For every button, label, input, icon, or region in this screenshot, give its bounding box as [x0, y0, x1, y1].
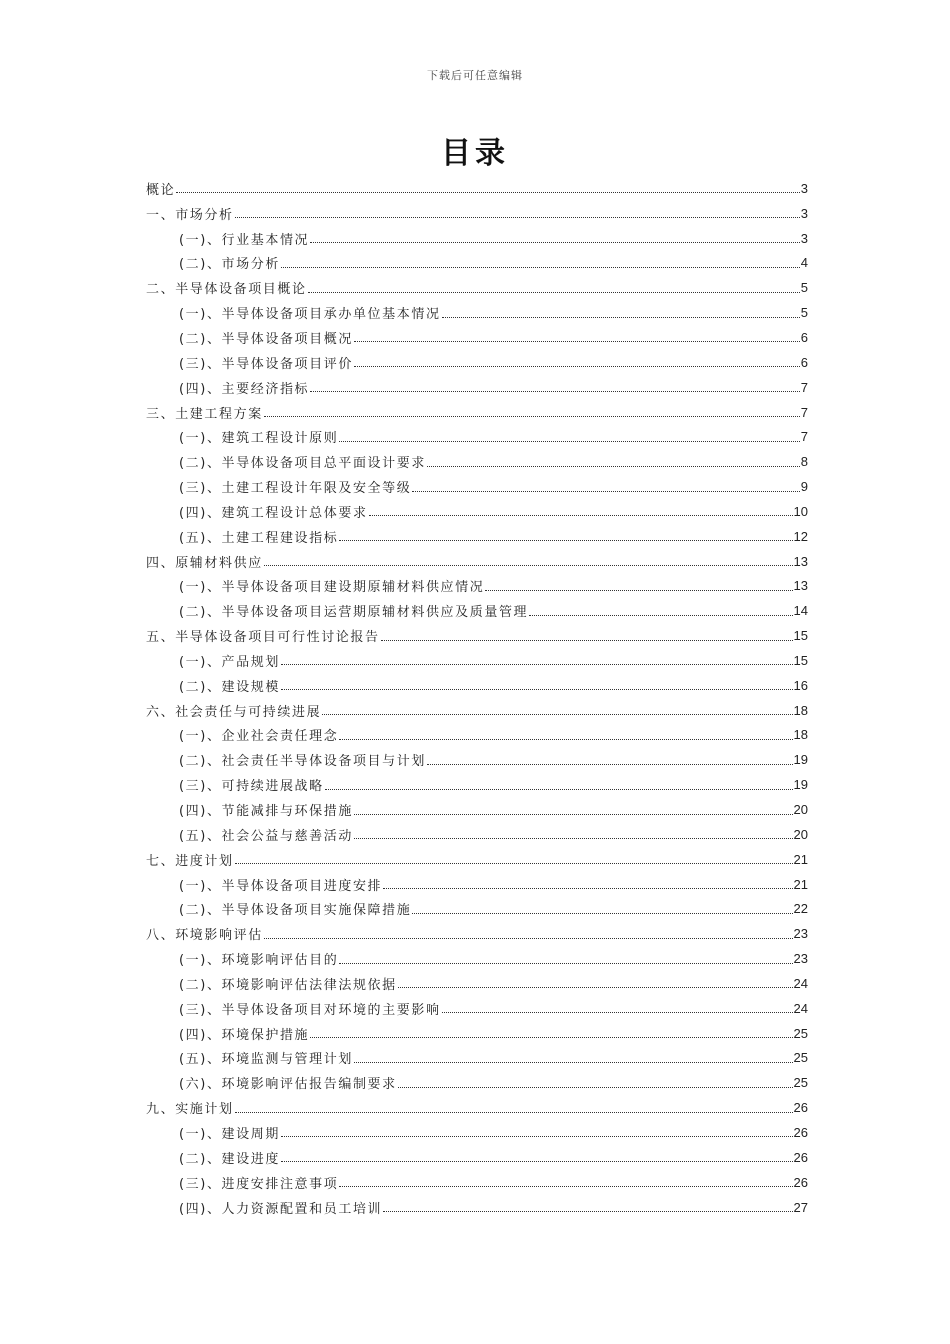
- toc-dot-leader: [442, 999, 793, 1013]
- toc-entry-label: (二)、社会责任半导体设备项目与计划: [179, 754, 426, 770]
- toc-entry[interactable]: [146, 449, 808, 474]
- toc-dot-leader: [339, 428, 799, 442]
- toc-entry-label: (四)、主要经济指标: [179, 381, 310, 397]
- toc-entry[interactable]: [146, 872, 808, 897]
- toc-entry[interactable]: [146, 673, 808, 698]
- toc-entry-page-number: 26: [793, 1174, 808, 1190]
- toc-entry-label: 五、半导体设备项目可行性讨论报告: [146, 630, 380, 646]
- toc-entry[interactable]: [146, 574, 808, 599]
- toc-entry-label: (四)、建筑工程设计总体要求: [179, 505, 368, 521]
- toc-dot-leader: [339, 726, 792, 740]
- toc-entry-label: 九、实施计划: [146, 1102, 234, 1118]
- toc-dot-leader: [235, 1099, 793, 1113]
- toc-entry[interactable]: [146, 350, 808, 375]
- toc-entry-page-number: 25: [793, 1025, 808, 1041]
- toc-entry[interactable]: [146, 424, 808, 449]
- toc-entry[interactable]: [146, 474, 808, 499]
- toc-entry[interactable]: [146, 822, 808, 847]
- toc-entry[interactable]: [146, 747, 808, 772]
- table-of-contents: [146, 176, 808, 1219]
- toc-dot-leader: [412, 478, 799, 492]
- toc-dot-leader: [354, 825, 793, 839]
- toc-entry-page-number: 6: [800, 354, 808, 370]
- toc-entry[interactable]: [146, 847, 808, 872]
- toc-entry-page-number: 24: [793, 975, 808, 991]
- toc-entry-label: (一)、企业社会责任理念: [179, 729, 339, 745]
- toc-entry-page-number: 18: [793, 702, 808, 718]
- toc-entry-label: 二、半导体设备项目概论: [146, 282, 307, 298]
- toc-entry-page-number: 23: [793, 951, 808, 967]
- toc-entry[interactable]: [146, 971, 808, 996]
- toc-entry-page-number: 25: [793, 1050, 808, 1066]
- toc-dot-leader: [412, 900, 792, 914]
- toc-entry-label: (一)、半导体设备项目建设期原辅材料供应情况: [179, 580, 485, 596]
- toc-entry-label: 七、进度计划: [146, 853, 234, 869]
- toc-dot-leader: [381, 627, 793, 641]
- toc-entry[interactable]: [146, 226, 808, 251]
- toc-dot-leader: [281, 1148, 793, 1162]
- toc-dot-leader: [354, 328, 800, 342]
- toc-entry-label: (二)、市场分析: [179, 257, 280, 273]
- toc-entry-label: 八、环境影响评估: [146, 928, 263, 944]
- toc-entry-page-number: 19: [793, 752, 808, 768]
- toc-entry[interactable]: [146, 201, 808, 226]
- toc-entry[interactable]: [146, 797, 808, 822]
- toc-entry[interactable]: [146, 921, 808, 946]
- toc-entry[interactable]: [146, 698, 808, 723]
- toc-entry[interactable]: [146, 1145, 808, 1170]
- toc-entry-label: (四)、环境保护措施: [179, 1027, 310, 1043]
- toc-entry-label: (四)、节能减排与环保措施: [179, 804, 353, 820]
- toc-entry-label: (五)、土建工程建设指标: [179, 530, 339, 546]
- toc-entry-page-number: 12: [793, 528, 808, 544]
- toc-entry-page-number: 21: [793, 876, 808, 892]
- toc-entry-label: (二)、半导体设备项目总平面设计要求: [179, 456, 426, 472]
- toc-entry-label: (二)、半导体设备项目概况: [179, 331, 353, 347]
- toc-entry-label: 四、原辅材料供应: [146, 555, 263, 571]
- page-title: 目录: [441, 136, 509, 171]
- toc-entry-label: (一)、环境影响评估目的: [179, 953, 339, 969]
- toc-entry-label: (一)、半导体设备项目进度安排: [179, 878, 383, 894]
- toc-dot-leader: [264, 403, 800, 417]
- toc-dot-leader: [354, 801, 793, 815]
- toc-entry[interactable]: [146, 176, 808, 201]
- toc-dot-leader: [281, 1123, 793, 1137]
- toc-dot-leader: [427, 751, 793, 765]
- toc-entry-label: (一)、建设周期: [179, 1126, 280, 1142]
- toc-dot-leader: [339, 950, 792, 964]
- toc-entry-label: (三)、土建工程设计年限及安全等级: [179, 481, 412, 497]
- toc-dot-leader: [427, 453, 800, 467]
- toc-entry-page-number: 7: [800, 379, 808, 395]
- toc-entry[interactable]: [146, 1070, 808, 1095]
- toc-dot-leader: [354, 353, 800, 367]
- toc-entry-label: 六、社会责任与可持续进展: [146, 704, 322, 720]
- toc-entry[interactable]: [146, 375, 808, 400]
- toc-dot-leader: [383, 1198, 792, 1212]
- toc-entry[interactable]: [146, 946, 808, 971]
- toc-dot-leader: [308, 279, 800, 293]
- toc-entry-label: 三、土建工程方案: [146, 406, 263, 422]
- toc-entry[interactable]: [146, 723, 808, 748]
- toc-dot-leader: [176, 179, 800, 193]
- toc-dot-leader: [339, 1173, 792, 1187]
- toc-dot-leader: [322, 701, 792, 715]
- toc-entry[interactable]: [146, 499, 808, 524]
- toc-entry-page-number: 13: [793, 553, 808, 569]
- toc-entry[interactable]: [146, 598, 808, 623]
- toc-entry-label: (二)、建设规模: [179, 679, 280, 695]
- toc-dot-leader: [281, 254, 800, 268]
- toc-entry-page-number: 20: [793, 826, 808, 842]
- toc-entry-page-number: 24: [793, 1000, 808, 1016]
- toc-entry-page-number: 14: [793, 603, 808, 619]
- toc-entry-page-number: 20: [793, 802, 808, 818]
- toc-dot-leader: [235, 850, 793, 864]
- toc-entry-page-number: 13: [793, 578, 808, 594]
- toc-entry-page-number: 27: [793, 1199, 808, 1215]
- toc-entry-page-number: 15: [793, 628, 808, 644]
- toc-entry[interactable]: [146, 1095, 808, 1120]
- toc-entry-label: (四)、人力资源配置和员工培训: [179, 1201, 383, 1217]
- toc-entry[interactable]: [146, 772, 808, 797]
- toc-entry-page-number: 5: [800, 280, 808, 296]
- toc-entry-page-number: 3: [800, 205, 808, 221]
- toc-dot-leader: [310, 1024, 792, 1038]
- toc-entry-page-number: 3: [800, 180, 808, 196]
- toc-dot-leader: [339, 527, 792, 541]
- toc-entry[interactable]: [146, 524, 808, 549]
- toc-entry-page-number: 22: [793, 901, 808, 917]
- toc-dot-leader: [325, 776, 793, 790]
- toc-entry-page-number: 5: [800, 305, 808, 321]
- header-note: 下载后可任意编辑: [427, 69, 523, 82]
- toc-entry[interactable]: [146, 648, 808, 673]
- toc-entry-label: (三)、可持续进展战略: [179, 779, 324, 795]
- toc-entry-page-number: 26: [793, 1149, 808, 1165]
- toc-entry-page-number: 10: [793, 503, 808, 519]
- toc-entry-page-number: 18: [793, 727, 808, 743]
- toc-entry-page-number: 4: [800, 255, 808, 271]
- toc-entry-label: (二)、半导体设备项目实施保障措施: [179, 903, 412, 919]
- toc-entry-page-number: 8: [800, 454, 808, 470]
- toc-dot-leader: [442, 304, 800, 318]
- toc-entry[interactable]: [146, 996, 808, 1021]
- toc-entry-label: (二)、环境影响评估法律法规依据: [179, 977, 397, 993]
- toc-dot-leader: [310, 229, 800, 243]
- toc-entry[interactable]: [146, 1120, 808, 1145]
- toc-entry-page-number: 6: [800, 329, 808, 345]
- toc-entry-page-number: 3: [800, 230, 808, 246]
- toc-entry[interactable]: [146, 896, 808, 921]
- toc-entry[interactable]: [146, 1021, 808, 1046]
- toc-entry-page-number: 26: [793, 1100, 808, 1116]
- toc-entry[interactable]: [146, 275, 808, 300]
- toc-entry-label: 概论: [146, 182, 176, 198]
- toc-entry-page-number: 25: [793, 1075, 808, 1091]
- toc-entry-label: (三)、半导体设备项目评价: [179, 356, 353, 372]
- toc-entry-page-number: 15: [793, 652, 808, 668]
- toc-entry-label: (一)、行业基本情况: [179, 232, 310, 248]
- toc-dot-leader: [235, 204, 800, 218]
- toc-dot-leader: [398, 1074, 793, 1088]
- toc-dot-leader: [310, 378, 800, 392]
- toc-entry[interactable]: [146, 1195, 808, 1220]
- toc-entry-page-number: 16: [793, 677, 808, 693]
- toc-dot-leader: [383, 875, 792, 889]
- toc-entry[interactable]: [146, 549, 808, 574]
- toc-dot-leader: [264, 925, 793, 939]
- toc-dot-leader: [529, 602, 792, 616]
- toc-entry-page-number: 21: [793, 851, 808, 867]
- toc-dot-leader: [281, 651, 793, 665]
- toc-dot-leader: [264, 552, 793, 566]
- toc-entry-label: (三)、进度安排注意事项: [179, 1176, 339, 1192]
- toc-entry[interactable]: [146, 400, 808, 425]
- toc-entry-page-number: 19: [793, 777, 808, 793]
- toc-dot-leader: [398, 974, 793, 988]
- toc-entry[interactable]: [146, 623, 808, 648]
- toc-entry-label: (二)、半导体设备项目运营期原辅材料供应及质量管理: [179, 605, 529, 621]
- toc-entry-page-number: 23: [793, 926, 808, 942]
- toc-entry[interactable]: [146, 1170, 808, 1195]
- toc-entry-label: (一)、半导体设备项目承办单位基本情况: [179, 307, 441, 323]
- toc-entry-label: (三)、半导体设备项目对环境的主要影响: [179, 1002, 441, 1018]
- toc-entry-page-number: 7: [800, 429, 808, 445]
- toc-entry-label: (一)、产品规划: [179, 654, 280, 670]
- toc-entry-label: (二)、建设进度: [179, 1151, 280, 1167]
- toc-entry[interactable]: [146, 251, 808, 276]
- toc-dot-leader: [281, 676, 793, 690]
- toc-entry-page-number: 26: [793, 1124, 808, 1140]
- toc-entry-label: (六)、环境影响评估报告编制要求: [179, 1077, 397, 1093]
- toc-entry-page-number: 9: [800, 479, 808, 495]
- toc-dot-leader: [354, 1049, 793, 1063]
- toc-entry[interactable]: [146, 325, 808, 350]
- toc-dot-leader: [369, 502, 793, 516]
- toc-entry[interactable]: [146, 300, 808, 325]
- toc-entry[interactable]: [146, 1046, 808, 1071]
- toc-entry-label: (五)、社会公益与慈善活动: [179, 828, 353, 844]
- toc-entry-label: (五)、环境监测与管理计划: [179, 1052, 353, 1068]
- toc-entry-label: 一、市场分析: [146, 207, 234, 223]
- toc-dot-leader: [485, 577, 792, 591]
- toc-entry-label: (一)、建筑工程设计原则: [179, 431, 339, 447]
- toc-entry-page-number: 7: [800, 404, 808, 420]
